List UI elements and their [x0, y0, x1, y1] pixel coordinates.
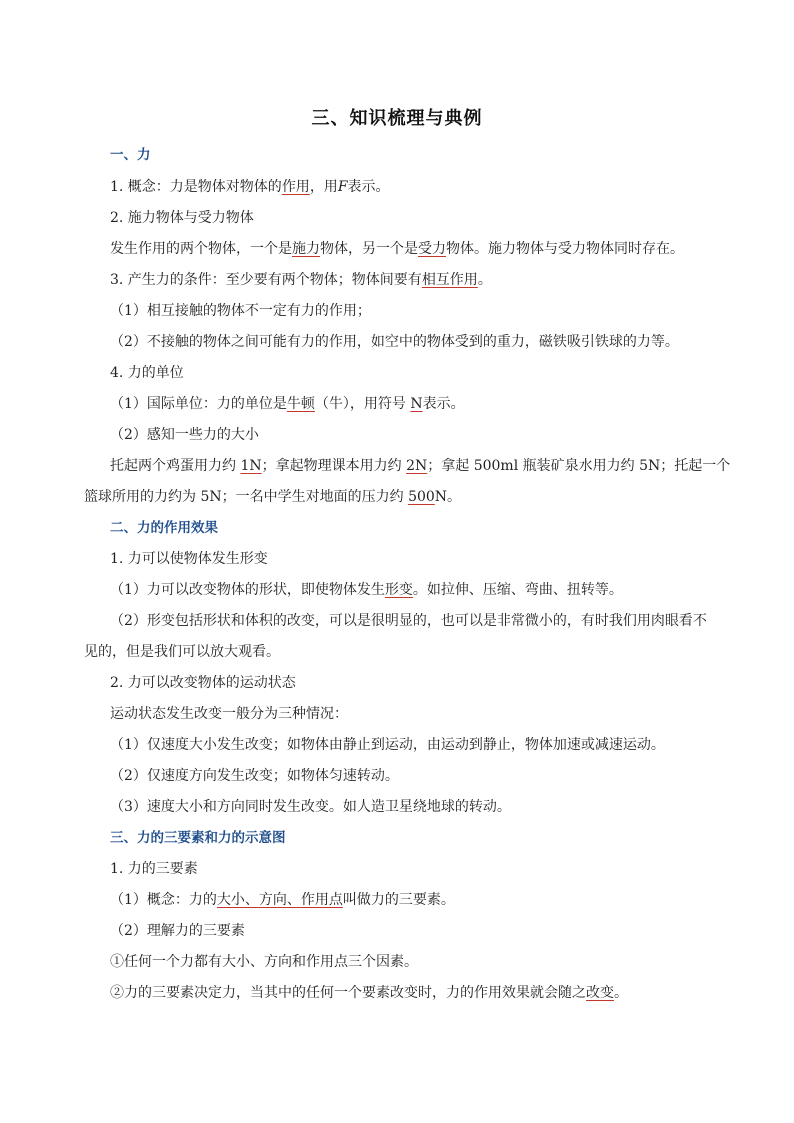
paragraph: （2）形变包括形状和体积的改变，可以是很明显的，也可以是非常微小的，有时我们用肉眼看不 [110, 613, 707, 629]
paragraph: 见的，但是我们可以放大观看。 [84, 644, 280, 660]
paragraph-heading: 1. 力可以使物体发生形变 [110, 551, 268, 567]
paragraph: （1）概念：力的大小、方向、作用点叫做力的三要素。 [110, 892, 455, 908]
paragraph: （1）国际单位：力的单位是牛顿（牛），用符号 N表示。 [110, 396, 465, 412]
paragraph: 篮球所用的力约为 5N；一名中学生对地面的压力约 500N。 [84, 489, 462, 505]
blank-answer: 受力 [418, 241, 446, 257]
paragraph: （1）仅速度大小发生改变；如物体由静止到运动，由运动到静止，物体加速或减速运动。 [110, 737, 665, 753]
blank-answer: 牛顿 [286, 396, 315, 412]
blank-answer: 改变 [586, 985, 614, 1001]
paragraph: （3）速度大小和方向同时发生改变。如人造卫星绕地球的转动。 [110, 799, 511, 815]
paragraph: 运动状态发生改变一般分为三种情况： [110, 706, 348, 722]
section-heading-three-elements: 三、力的三要素和力的示意图 [110, 830, 286, 846]
blank-answer: N [410, 396, 423, 412]
blank-answer: 作用点 [300, 892, 343, 908]
blank-answer: 大小 [216, 892, 245, 908]
blank-answer: 作用 [281, 179, 310, 195]
paragraph: ①任何一个力都有大小、方向和作用点三个因素。 [110, 954, 418, 970]
paragraph-heading: 4. 力的单位 [110, 365, 184, 381]
blank-answer: 相互作用 [421, 272, 478, 288]
paragraph-concept: 1. 概念：力是物体对物体的作用，用F表示。 [110, 179, 390, 195]
page-title: 三、知识梳理与典例 [311, 108, 483, 129]
paragraph: （1）相互接触的物体不一定有力的作用； [110, 303, 371, 319]
paragraph: 托起两个鸡蛋用力约 1N；拿起物理课本用力约 2N；拿起 500ml 瓶装矿泉水用力约 5N；托起一个 [110, 458, 731, 474]
paragraph-heading: 1. 力的三要素 [110, 861, 198, 877]
paragraph-heading: 2. 施力物体与受力物体 [110, 210, 254, 226]
blank-answer: 2N [406, 458, 428, 474]
paragraph: 3. 产生力的条件：至少要有两个物体；物体间要有相互作用。 [110, 272, 492, 288]
paragraph: （2）理解力的三要素 [110, 923, 245, 939]
blank-answer: 施力 [292, 241, 320, 257]
paragraph: （2）不接触的物体之间可能有力的作用，如空中的物体受到的重力，磁铁吸引铁球的力等。 [110, 334, 679, 350]
blank-answer: 500 [408, 489, 435, 505]
paragraph: （2）感知一些力的大小 [110, 427, 259, 443]
blank-answer: 形变 [384, 582, 413, 598]
blank-answer: 方向 [258, 892, 287, 908]
paragraph: （2）仅速度方向发生改变；如物体匀速转动。 [110, 768, 399, 784]
section-heading-effects: 二、力的作用效果 [110, 520, 218, 536]
paragraph: （1）力可以改变物体的形状，即使物体发生形变。如拉伸、压缩、弯曲、扭转等。 [110, 582, 623, 598]
blank-answer: 1N [240, 458, 262, 474]
paragraph: ②力的三要素决定力，当其中的任何一个要素改变时，力的作用效果就会随之改变。 [110, 985, 628, 1001]
section-heading-force: 一、力 [110, 147, 151, 163]
paragraph: 发生作用的两个物体，一个是施力物体，另一个是受力物体。施力物体与受力物体同时存在。 [110, 241, 684, 257]
paragraph-heading: 2. 力可以改变物体的运动状态 [110, 675, 296, 691]
